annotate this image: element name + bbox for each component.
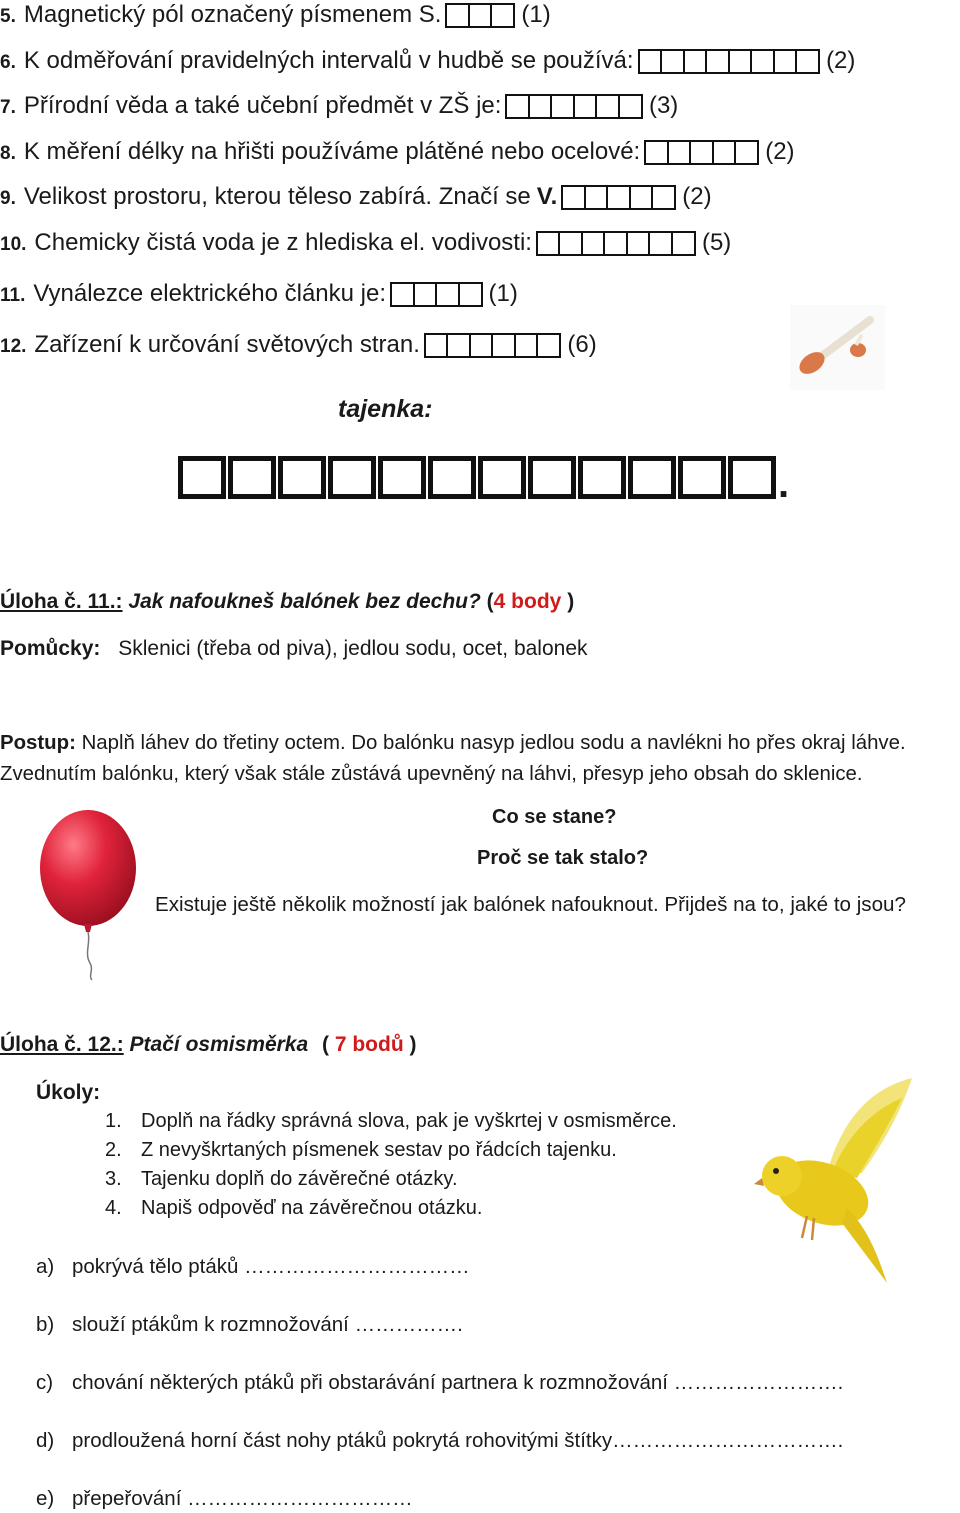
task12-task-list bbox=[105, 1107, 677, 1223]
answer-boxes[interactable] bbox=[390, 282, 483, 307]
task11-prefix: Úloha č. 11.: bbox=[0, 590, 123, 613]
answer-box[interactable] bbox=[595, 94, 620, 119]
answer-box[interactable] bbox=[638, 49, 663, 74]
tajenka-box[interactable] bbox=[528, 456, 576, 499]
task-number: 2. bbox=[105, 1139, 122, 1161]
question-text: Přírodní věda a také učební předmět v ZŠ je: bbox=[23, 92, 502, 119]
question-number: 9. bbox=[0, 188, 16, 209]
answer-box[interactable] bbox=[424, 333, 449, 358]
fill-item-text[interactable]: přepeřování …………………………… bbox=[72, 1487, 413, 1510]
answer-box[interactable] bbox=[528, 94, 553, 119]
fill-item bbox=[36, 1485, 413, 1513]
task-item bbox=[105, 1194, 677, 1223]
answer-boxes[interactable] bbox=[638, 49, 821, 74]
tajenka-box[interactable] bbox=[728, 456, 776, 499]
question-what-happens: Co se stane? bbox=[492, 806, 617, 828]
question-text-bold: V. bbox=[536, 183, 558, 210]
answer-box[interactable] bbox=[550, 94, 575, 119]
question-number: 12. bbox=[0, 336, 27, 357]
tajenka-box[interactable] bbox=[678, 456, 726, 499]
answer-box[interactable] bbox=[689, 140, 714, 165]
answer-box[interactable] bbox=[712, 140, 737, 165]
answer-box[interactable] bbox=[626, 231, 651, 256]
fill-item bbox=[36, 1253, 470, 1281]
answer-box[interactable] bbox=[651, 185, 676, 210]
fill-item-letter: a) bbox=[36, 1255, 55, 1278]
answer-box[interactable] bbox=[458, 282, 483, 307]
answer-box[interactable] bbox=[683, 49, 708, 74]
task-item bbox=[105, 1136, 677, 1165]
task11-procedure-2: Zvednutím balónku, který však stále zůstává upevněný na láhvi, přesyp jeho obsah do sklenice. bbox=[0, 763, 863, 785]
question-hint: (5) bbox=[701, 229, 732, 256]
question-row bbox=[0, 0, 551, 32]
question-hint: (6) bbox=[567, 331, 597, 358]
answer-box[interactable] bbox=[667, 140, 692, 165]
answer-box[interactable] bbox=[536, 231, 561, 256]
question-row bbox=[0, 46, 855, 78]
answer-box[interactable] bbox=[469, 333, 494, 358]
task12-prefix: Úloha č. 12.: bbox=[0, 1033, 124, 1056]
task12-points-open: ( bbox=[322, 1033, 329, 1056]
fill-item-text[interactable]: pokrývá tělo ptáků …………………………… bbox=[72, 1255, 470, 1278]
tajenka-box[interactable] bbox=[628, 456, 676, 499]
question-why: Proč se tak stalo? bbox=[477, 847, 649, 869]
task12-heading bbox=[0, 1031, 417, 1059]
task11-procedure-label: Postup: bbox=[0, 732, 76, 754]
tajenka-box[interactable] bbox=[278, 456, 326, 499]
answer-boxes[interactable] bbox=[505, 94, 643, 119]
canary-image bbox=[752, 1078, 922, 1288]
tajenka-box[interactable] bbox=[428, 456, 476, 499]
answer-box[interactable] bbox=[603, 231, 628, 256]
tajenka-box[interactable] bbox=[228, 456, 276, 499]
question-row bbox=[0, 330, 597, 362]
answer-boxes[interactable] bbox=[424, 333, 562, 358]
question-hint: (3) bbox=[648, 92, 679, 119]
answer-box[interactable] bbox=[584, 185, 609, 210]
answer-box[interactable] bbox=[390, 282, 415, 307]
question-row bbox=[0, 279, 518, 311]
answer-box[interactable] bbox=[573, 94, 598, 119]
answer-box[interactable] bbox=[671, 231, 696, 256]
answer-boxes[interactable] bbox=[561, 185, 676, 210]
fill-item-letter: e) bbox=[36, 1487, 55, 1510]
fill-item bbox=[36, 1311, 463, 1339]
question-number: 5. bbox=[0, 6, 16, 27]
question-text: Vynálezce elektrického článku je: bbox=[33, 280, 387, 307]
answer-box[interactable] bbox=[561, 185, 586, 210]
task-text: Doplň na řádky správná slova, pak je vyškrtej v osmisměrce. bbox=[141, 1110, 677, 1132]
question-text: Velikost prostoru, kterou těleso zabírá. Značí se bbox=[23, 183, 531, 210]
tajenka-boxes[interactable] bbox=[178, 456, 778, 499]
question-text: K měření délky na hřišti používáme plátěné nebo ocelové: bbox=[23, 138, 641, 165]
task-text: Tajenku doplň do závěrečné otázky. bbox=[141, 1168, 458, 1190]
answer-boxes[interactable] bbox=[536, 231, 696, 256]
answer-box[interactable] bbox=[750, 49, 775, 74]
answer-box[interactable] bbox=[491, 333, 516, 358]
answer-box[interactable] bbox=[490, 3, 515, 28]
task11-heading bbox=[0, 588, 574, 616]
question-hint: (1) bbox=[488, 280, 518, 307]
answer-box[interactable] bbox=[505, 94, 530, 119]
answer-boxes[interactable] bbox=[644, 140, 759, 165]
task-item bbox=[105, 1107, 677, 1136]
answer-box[interactable] bbox=[618, 94, 643, 119]
tajenka-box[interactable] bbox=[578, 456, 626, 499]
answer-box[interactable] bbox=[705, 49, 730, 74]
question-number: 6. bbox=[0, 52, 16, 73]
tajenka-box[interactable] bbox=[378, 456, 426, 499]
matches-image bbox=[790, 305, 885, 390]
task12-points: 7 bodů bbox=[334, 1033, 404, 1056]
question-number: 7. bbox=[0, 97, 16, 118]
answer-box[interactable] bbox=[648, 231, 673, 256]
question-text: Zařízení k určování světových stran. bbox=[34, 331, 420, 358]
task-item bbox=[105, 1165, 677, 1194]
fill-item-text[interactable]: prodloužená horní část nohy ptáků pokrytá rohovitými štítky……………………………. bbox=[72, 1429, 844, 1452]
task12-title: Ptačí osmisměrka bbox=[129, 1033, 309, 1056]
answer-boxes[interactable] bbox=[445, 3, 515, 28]
question-row bbox=[0, 228, 731, 260]
task-text: Napiš odpověď na závěrečnou otázku. bbox=[141, 1197, 483, 1219]
tajenka-box[interactable] bbox=[178, 456, 226, 499]
answer-box[interactable] bbox=[644, 140, 669, 165]
task11-points: 4 body bbox=[493, 590, 562, 613]
question-hint: (2) bbox=[765, 138, 795, 165]
question-row bbox=[0, 182, 712, 214]
question-text: Magnetický pól označený písmenem S. bbox=[23, 1, 442, 28]
answer-box[interactable] bbox=[581, 231, 606, 256]
answer-box[interactable] bbox=[468, 3, 493, 28]
answer-box[interactable] bbox=[773, 49, 798, 74]
question-hint: (1) bbox=[521, 1, 551, 28]
answer-box[interactable] bbox=[445, 3, 470, 28]
answer-box[interactable] bbox=[536, 333, 561, 358]
fill-item-text[interactable]: chování některých ptáků při obstarávání partnera k rozmnožování ……………………. bbox=[72, 1371, 844, 1394]
answer-box[interactable] bbox=[606, 185, 631, 210]
fill-item-letter: b) bbox=[36, 1313, 55, 1336]
answer-box[interactable] bbox=[795, 49, 820, 74]
answer-box[interactable] bbox=[660, 49, 685, 74]
task11-procedure-text1: Naplň láhev do třetiny octem. Do balónku nasyp jedlou sodu a navlékni ho přes okraj láhve. bbox=[81, 732, 906, 754]
question-number: 10. bbox=[0, 234, 27, 255]
tajenka-box[interactable] bbox=[328, 456, 376, 499]
task12-tasks-label: Úkoly: bbox=[36, 1081, 101, 1104]
task-number: 1. bbox=[105, 1110, 122, 1132]
fill-item bbox=[36, 1369, 843, 1397]
question-number: 8. bbox=[0, 143, 16, 164]
balloon-image bbox=[36, 808, 146, 983]
answer-box[interactable] bbox=[728, 49, 753, 74]
answer-box[interactable] bbox=[446, 333, 471, 358]
task12-points-close: ) bbox=[409, 1033, 417, 1056]
task11-title: Jak nafoukneš balónek bez dechu? bbox=[128, 590, 481, 613]
task-number: 4. bbox=[105, 1197, 122, 1219]
answer-box[interactable] bbox=[514, 333, 539, 358]
task11-points-open: ( bbox=[486, 590, 494, 613]
task11-tools-text: Sklenici (třeba od piva), jedlou sodu, ocet, balonek bbox=[118, 637, 588, 660]
question-number: 11. bbox=[0, 285, 26, 306]
fill-item-letter: c) bbox=[36, 1371, 54, 1394]
question-text: Chemicky čistá voda je z hlediska el. vodivosti: bbox=[34, 229, 532, 256]
task-number: 3. bbox=[105, 1168, 122, 1190]
task-text: Z nevyškrtaných písmenek sestav po řádcích tajenku. bbox=[141, 1139, 617, 1161]
answer-box[interactable] bbox=[413, 282, 438, 307]
answer-box[interactable] bbox=[629, 185, 654, 210]
fill-item bbox=[36, 1427, 843, 1455]
answer-box[interactable] bbox=[435, 282, 460, 307]
question-other-ways: Existuje ještě několik možností jak balónek nafouknout. Přijdeš na to, jaké to jsou? bbox=[155, 893, 906, 916]
question-hint: (2) bbox=[682, 183, 712, 210]
question-text: K odměřování pravidelných intervalů v hudbě se používá: bbox=[23, 47, 634, 74]
question-row bbox=[0, 91, 678, 123]
tajenka-label: tajenka: bbox=[338, 395, 433, 423]
task11-procedure-1 bbox=[0, 729, 906, 757]
task11-points-close: ) bbox=[567, 590, 575, 613]
task11-tools-label: Pomůcky: bbox=[0, 637, 101, 660]
answer-box[interactable] bbox=[558, 231, 583, 256]
answer-box[interactable] bbox=[734, 140, 759, 165]
tajenka-box[interactable] bbox=[478, 456, 526, 499]
fill-item-letter: d) bbox=[36, 1429, 55, 1452]
task11-tools bbox=[0, 635, 588, 663]
tajenka-end: . bbox=[778, 462, 790, 506]
question-hint: (2) bbox=[826, 47, 856, 74]
question-row bbox=[0, 137, 795, 169]
fill-item-text[interactable]: slouží ptákům k rozmnožování ……………. bbox=[72, 1313, 463, 1336]
